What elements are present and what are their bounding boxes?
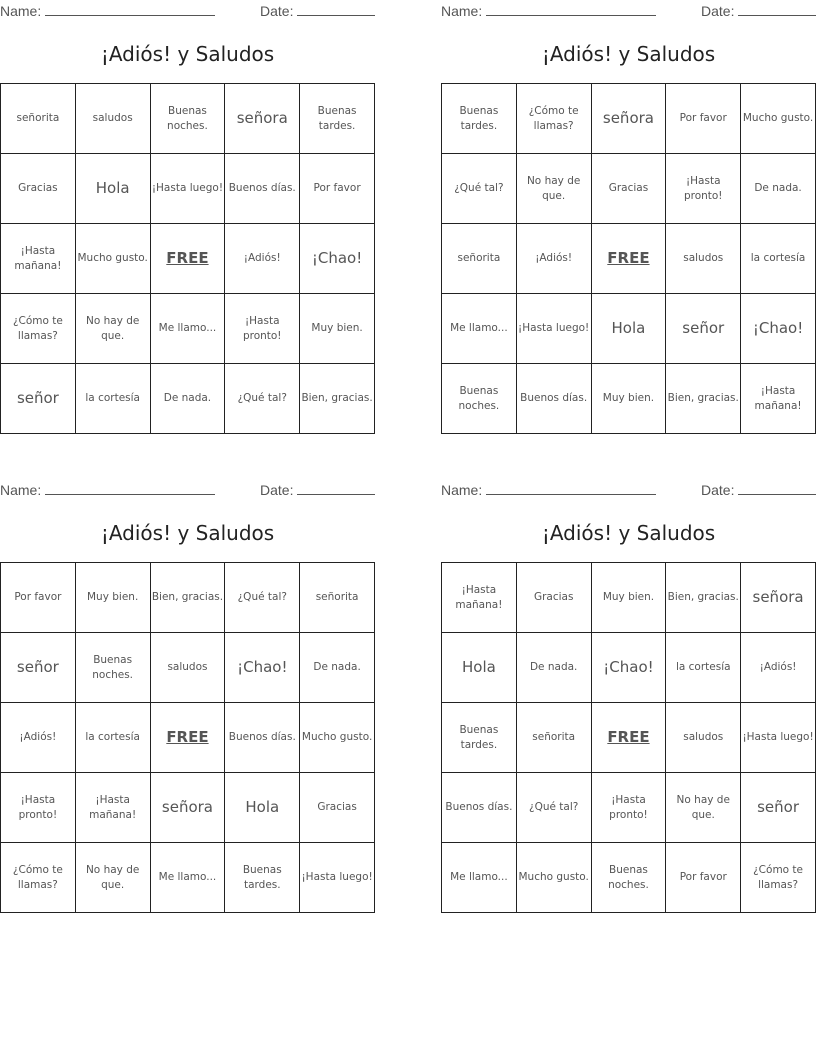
bingo-grid bbox=[0, 562, 375, 913]
grid-row bbox=[1, 224, 375, 294]
grid-row bbox=[442, 364, 816, 434]
grid-row bbox=[442, 294, 816, 364]
grid-cell: ¡Hasta luego! bbox=[516, 294, 591, 364]
grid-cell: ¡Chao! bbox=[300, 224, 375, 294]
grid-cell: ¡Hasta pronto! bbox=[225, 294, 300, 364]
grid-cell: ¡Chao! bbox=[741, 294, 816, 364]
grid-cell: De nada. bbox=[516, 633, 591, 703]
grid-row bbox=[442, 154, 816, 224]
name-blank-line[interactable] bbox=[45, 481, 215, 495]
grid-cell: Buenas tardes. bbox=[225, 843, 300, 913]
card-header bbox=[0, 479, 375, 501]
name-field bbox=[441, 2, 656, 19]
grid-cell: No hay de que. bbox=[75, 843, 150, 913]
grid-cell: ¡Hasta pronto! bbox=[1, 773, 76, 843]
grid-cell: Buenas noches. bbox=[75, 633, 150, 703]
grid-cell: Buenas noches. bbox=[442, 364, 517, 434]
grid-cell: Muy bien. bbox=[591, 364, 666, 434]
grid-cell: ¡Chao! bbox=[591, 633, 666, 703]
free-space-cell: FREE bbox=[150, 224, 225, 294]
grid-cell: ¿Qué tal? bbox=[442, 154, 517, 224]
date-field bbox=[260, 481, 375, 498]
grid-cell: Mucho gusto. bbox=[741, 84, 816, 154]
grid-cell: Bien, gracias. bbox=[666, 563, 741, 633]
free-space-cell: FREE bbox=[591, 224, 666, 294]
card-header bbox=[441, 0, 816, 22]
grid-cell: señor bbox=[1, 633, 76, 703]
grid-cell: Gracias bbox=[516, 563, 591, 633]
grid-cell: Me llamo... bbox=[442, 294, 517, 364]
grid-cell: Gracias bbox=[1, 154, 76, 224]
grid-cell: Mucho gusto. bbox=[75, 224, 150, 294]
date-label: Date: bbox=[701, 482, 735, 498]
grid-cell: Hola bbox=[591, 294, 666, 364]
name-blank-line[interactable] bbox=[486, 2, 656, 16]
grid-cell: De nada. bbox=[741, 154, 816, 224]
grid-cell: De nada. bbox=[300, 633, 375, 703]
grid-cell: ¿Cómo te llamas? bbox=[1, 294, 76, 364]
date-label: Date: bbox=[260, 482, 294, 498]
grid-row bbox=[1, 84, 375, 154]
grid-cell: señora bbox=[225, 84, 300, 154]
grid-cell: ¡Hasta mañana! bbox=[1, 224, 76, 294]
grid-cell: señora bbox=[741, 563, 816, 633]
grid-cell: ¡Adiós! bbox=[225, 224, 300, 294]
card-title: ¡Adiós! y Saludos bbox=[541, 42, 716, 66]
grid-cell: ¿Cómo te llamas? bbox=[516, 84, 591, 154]
bingo-grid bbox=[441, 562, 816, 913]
grid-cell: señor bbox=[1, 364, 76, 434]
grid-cell: saludos bbox=[75, 84, 150, 154]
grid-cell: Gracias bbox=[591, 154, 666, 224]
grid-cell: señor bbox=[741, 773, 816, 843]
grid-cell: Hola bbox=[75, 154, 150, 224]
grid-cell: ¿Cómo te llamas? bbox=[741, 843, 816, 913]
grid-cell: saludos bbox=[666, 703, 741, 773]
free-space-cell: FREE bbox=[150, 703, 225, 773]
grid-cell: ¿Qué tal? bbox=[225, 563, 300, 633]
bingo-grid bbox=[441, 83, 816, 434]
grid-cell: Hola bbox=[225, 773, 300, 843]
grid-cell: ¡Hasta luego! bbox=[741, 703, 816, 773]
date-blank-line[interactable] bbox=[738, 2, 816, 16]
card-header bbox=[0, 0, 375, 22]
name-field bbox=[0, 2, 215, 19]
grid-row bbox=[1, 773, 375, 843]
grid-cell: Buenas tardes. bbox=[300, 84, 375, 154]
grid-cell: Por favor bbox=[666, 84, 741, 154]
grid-cell: Muy bien. bbox=[75, 563, 150, 633]
grid-cell: saludos bbox=[150, 633, 225, 703]
grid-cell: Bien, gracias. bbox=[666, 364, 741, 434]
grid-cell: señor bbox=[666, 294, 741, 364]
grid-row bbox=[442, 563, 816, 633]
grid-row bbox=[1, 563, 375, 633]
name-label: Name: bbox=[0, 3, 42, 19]
date-field bbox=[701, 2, 816, 19]
grid-cell: ¿Cómo te llamas? bbox=[1, 843, 76, 913]
grid-cell: Por favor bbox=[1, 563, 76, 633]
grid-cell: señorita bbox=[300, 563, 375, 633]
name-field bbox=[0, 481, 215, 498]
grid-row bbox=[442, 84, 816, 154]
grid-cell: No hay de que. bbox=[75, 294, 150, 364]
grid-cell: ¡Hasta pronto! bbox=[666, 154, 741, 224]
grid-cell: la cortesía bbox=[75, 703, 150, 773]
grid-row bbox=[442, 633, 816, 703]
name-label: Name: bbox=[441, 3, 483, 19]
card-title: ¡Adiós! y Saludos bbox=[100, 521, 275, 545]
grid-cell: Bien, gracias. bbox=[150, 563, 225, 633]
date-field bbox=[701, 481, 816, 498]
grid-cell: Muy bien. bbox=[300, 294, 375, 364]
name-field bbox=[441, 481, 656, 498]
grid-cell: Gracias bbox=[300, 773, 375, 843]
grid-cell: ¡Adiós! bbox=[1, 703, 76, 773]
name-label: Name: bbox=[0, 482, 42, 498]
grid-row bbox=[1, 154, 375, 224]
grid-cell: ¡Hasta mañana! bbox=[75, 773, 150, 843]
grid-cell: Me llamo... bbox=[442, 843, 517, 913]
date-label: Date: bbox=[260, 3, 294, 19]
grid-cell: Por favor bbox=[666, 843, 741, 913]
name-label: Name: bbox=[441, 482, 483, 498]
grid-row bbox=[1, 364, 375, 434]
grid-row bbox=[442, 773, 816, 843]
card-header bbox=[441, 479, 816, 501]
grid-cell: ¿Qué tal? bbox=[516, 773, 591, 843]
grid-cell: ¡Hasta mañana! bbox=[741, 364, 816, 434]
bingo-grid bbox=[0, 83, 375, 434]
grid-cell: Buenas noches. bbox=[591, 843, 666, 913]
grid-cell: No hay de que. bbox=[666, 773, 741, 843]
grid-cell: Muy bien. bbox=[591, 563, 666, 633]
grid-row bbox=[1, 294, 375, 364]
grid-cell: señora bbox=[150, 773, 225, 843]
card-title: ¡Adiós! y Saludos bbox=[100, 42, 275, 66]
date-blank-line[interactable] bbox=[297, 2, 375, 16]
grid-row bbox=[442, 703, 816, 773]
free-space-cell: FREE bbox=[591, 703, 666, 773]
grid-row bbox=[1, 633, 375, 703]
grid-cell: Mucho gusto. bbox=[516, 843, 591, 913]
grid-cell: señorita bbox=[442, 224, 517, 294]
grid-cell: No hay de que. bbox=[516, 154, 591, 224]
grid-row bbox=[442, 224, 816, 294]
grid-cell: Buenas tardes. bbox=[442, 703, 517, 773]
grid-cell: la cortesía bbox=[741, 224, 816, 294]
grid-cell: ¡Hasta luego! bbox=[300, 843, 375, 913]
grid-cell: la cortesía bbox=[666, 633, 741, 703]
grid-cell: Bien, gracias. bbox=[300, 364, 375, 434]
grid-cell: señorita bbox=[516, 703, 591, 773]
card-title: ¡Adiós! y Saludos bbox=[541, 521, 716, 545]
date-field bbox=[260, 2, 375, 19]
grid-cell: la cortesía bbox=[75, 364, 150, 434]
grid-cell: ¡Adiós! bbox=[741, 633, 816, 703]
grid-cell: Buenos días. bbox=[225, 154, 300, 224]
date-blank-line[interactable] bbox=[297, 481, 375, 495]
name-blank-line[interactable] bbox=[486, 481, 656, 495]
grid-cell: señora bbox=[591, 84, 666, 154]
grid-cell: Buenos días. bbox=[516, 364, 591, 434]
grid-cell: Hola bbox=[442, 633, 517, 703]
grid-cell: saludos bbox=[666, 224, 741, 294]
grid-cell: Buenas tardes. bbox=[442, 84, 517, 154]
grid-row bbox=[1, 843, 375, 913]
name-blank-line[interactable] bbox=[45, 2, 215, 16]
date-label: Date: bbox=[701, 3, 735, 19]
grid-cell: ¡Hasta mañana! bbox=[442, 563, 517, 633]
grid-cell: ¡Hasta luego! bbox=[150, 154, 225, 224]
grid-cell: Me llamo... bbox=[150, 843, 225, 913]
date-blank-line[interactable] bbox=[738, 481, 816, 495]
grid-cell: señorita bbox=[1, 84, 76, 154]
grid-row bbox=[1, 703, 375, 773]
grid-cell: ¡Chao! bbox=[225, 633, 300, 703]
grid-cell: Buenos días. bbox=[225, 703, 300, 773]
grid-cell: ¡Hasta pronto! bbox=[591, 773, 666, 843]
grid-row bbox=[442, 843, 816, 913]
grid-cell: Me llamo... bbox=[150, 294, 225, 364]
grid-cell: ¡Adiós! bbox=[516, 224, 591, 294]
grid-cell: Mucho gusto. bbox=[300, 703, 375, 773]
grid-cell: Buenos días. bbox=[442, 773, 517, 843]
grid-cell: Por favor bbox=[300, 154, 375, 224]
grid-cell: ¿Qué tal? bbox=[225, 364, 300, 434]
grid-cell: De nada. bbox=[150, 364, 225, 434]
grid-cell: Buenas noches. bbox=[150, 84, 225, 154]
